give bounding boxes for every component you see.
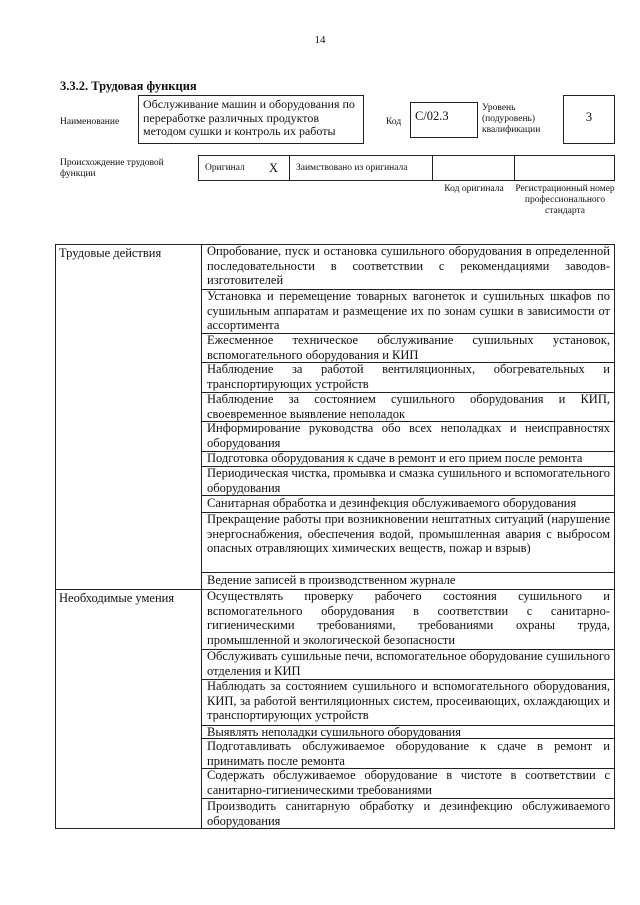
code-box (410, 102, 478, 138)
action-item: Опробование, пуск и остановка сушильного оборудования в определенной последовательности в соответствии с рекомендациями заводов-изготовителей (207, 244, 610, 288)
borrowed-cell (290, 155, 433, 181)
original-cell (198, 155, 290, 181)
code-original-caption: Код оригинала (444, 184, 504, 194)
original-label: Оригинал (205, 163, 245, 173)
action-item: Информирование руководства обо всех неполадках и неисправностях оборудования (207, 421, 610, 450)
reg-number-cell (515, 155, 615, 181)
skill-item: Наблюдать за состоянием сушильного и вспомогательного оборудования, КИП, за работой вентиляционных систем, просеивающих, охлаждающих и транспортирующих устройств (207, 679, 610, 723)
action-item: Наблюдение за работой вентиляционных, обогревательных и транспортирующих устройств (207, 362, 610, 391)
table-border-left (55, 244, 56, 829)
skill-item: Выявлять неполадки сушильного оборудования (207, 725, 461, 739)
code-original-cell (433, 155, 515, 181)
action-item: Ежесменное техническое обслуживание сушильных установок, вспомогательного оборудования и КИП (207, 333, 610, 362)
name-label: Наименование (60, 117, 120, 127)
action-item: Прекращение работы при возникновении нештатных ситуаций (нарушение энергоснабжения, обеспечения водой, промышленная авария с выбросом опасных отравляющих химических веществ, пожар и взрыв) (207, 512, 610, 556)
skill-item: Подготавливать обслуживаемое оборудование к сдаче в ремонт и принимать после ремонта (207, 739, 610, 768)
code-value: С/02.3 (415, 109, 449, 123)
skills-label: Необходимые умения (59, 591, 175, 605)
level-box (563, 95, 615, 144)
table-border-right (614, 244, 615, 829)
action-item: Ведение записей в производственном журнале (207, 573, 456, 587)
reg-number-caption: Регистрационный номер профессионального стандарта (515, 184, 615, 216)
action-item: Наблюдение за состоянием сушильного оборудования и КИП, своевременное выявление неполадок (207, 392, 610, 421)
skill-item: Содержать обслуживаемое оборудование в чистоте в соответствии с санитарно-гигиеническими требованиями (207, 768, 610, 797)
level-label: Уровень (подуровень) квалификации (482, 103, 541, 135)
action-item: Периодическая чистка, промывка и смазка сушильного и вспомогательного оборудования (207, 466, 610, 495)
borrowed-label: Заимствовано из оригинала (296, 163, 408, 173)
name-box (138, 95, 364, 144)
functions-table (55, 244, 615, 829)
origin-label: Происхождение трудовой функции (60, 158, 164, 179)
code-label: Код (386, 117, 402, 127)
skill-item: Обслуживать сушильные печи, вспомогательное оборудование сушильного отделения и КИП (207, 649, 610, 678)
skill-item: Осуществлять проверку рабочего состояния сушильного и вспомогательного оборудования в соответствии с санитарно-гигиеническими требованиями, требованиями охраны труда, промышленной и экологической безопасности (207, 589, 610, 647)
skill-item: Производить санитарную обработку и дезинфекцию обслуживаемого оборудования (207, 799, 610, 828)
action-item: Санитарная обработка и дезинфекция обслуживаемого оборудования (207, 496, 577, 510)
name-value: Обслуживание машин и оборудования по переработке различных продуктов методом сушки и контроль их работы (143, 97, 355, 138)
action-item: Установка и перемещение товарных вагонеток и сушильных шкафов по сушильным аппаратам и размещение их по зонам сушки в зависимости от ассортимента (207, 289, 610, 333)
actions-label: Трудовые действия (59, 246, 162, 260)
original-mark: X (269, 161, 279, 175)
page-number: 14 (314, 34, 326, 46)
level-value: 3 (585, 110, 593, 124)
table-divider (201, 244, 202, 829)
action-item: Подготовка оборудования к сдаче в ремонт и его прием после ремонта (207, 451, 583, 465)
section-title: 3.3.2. Трудовая функция (60, 79, 197, 93)
